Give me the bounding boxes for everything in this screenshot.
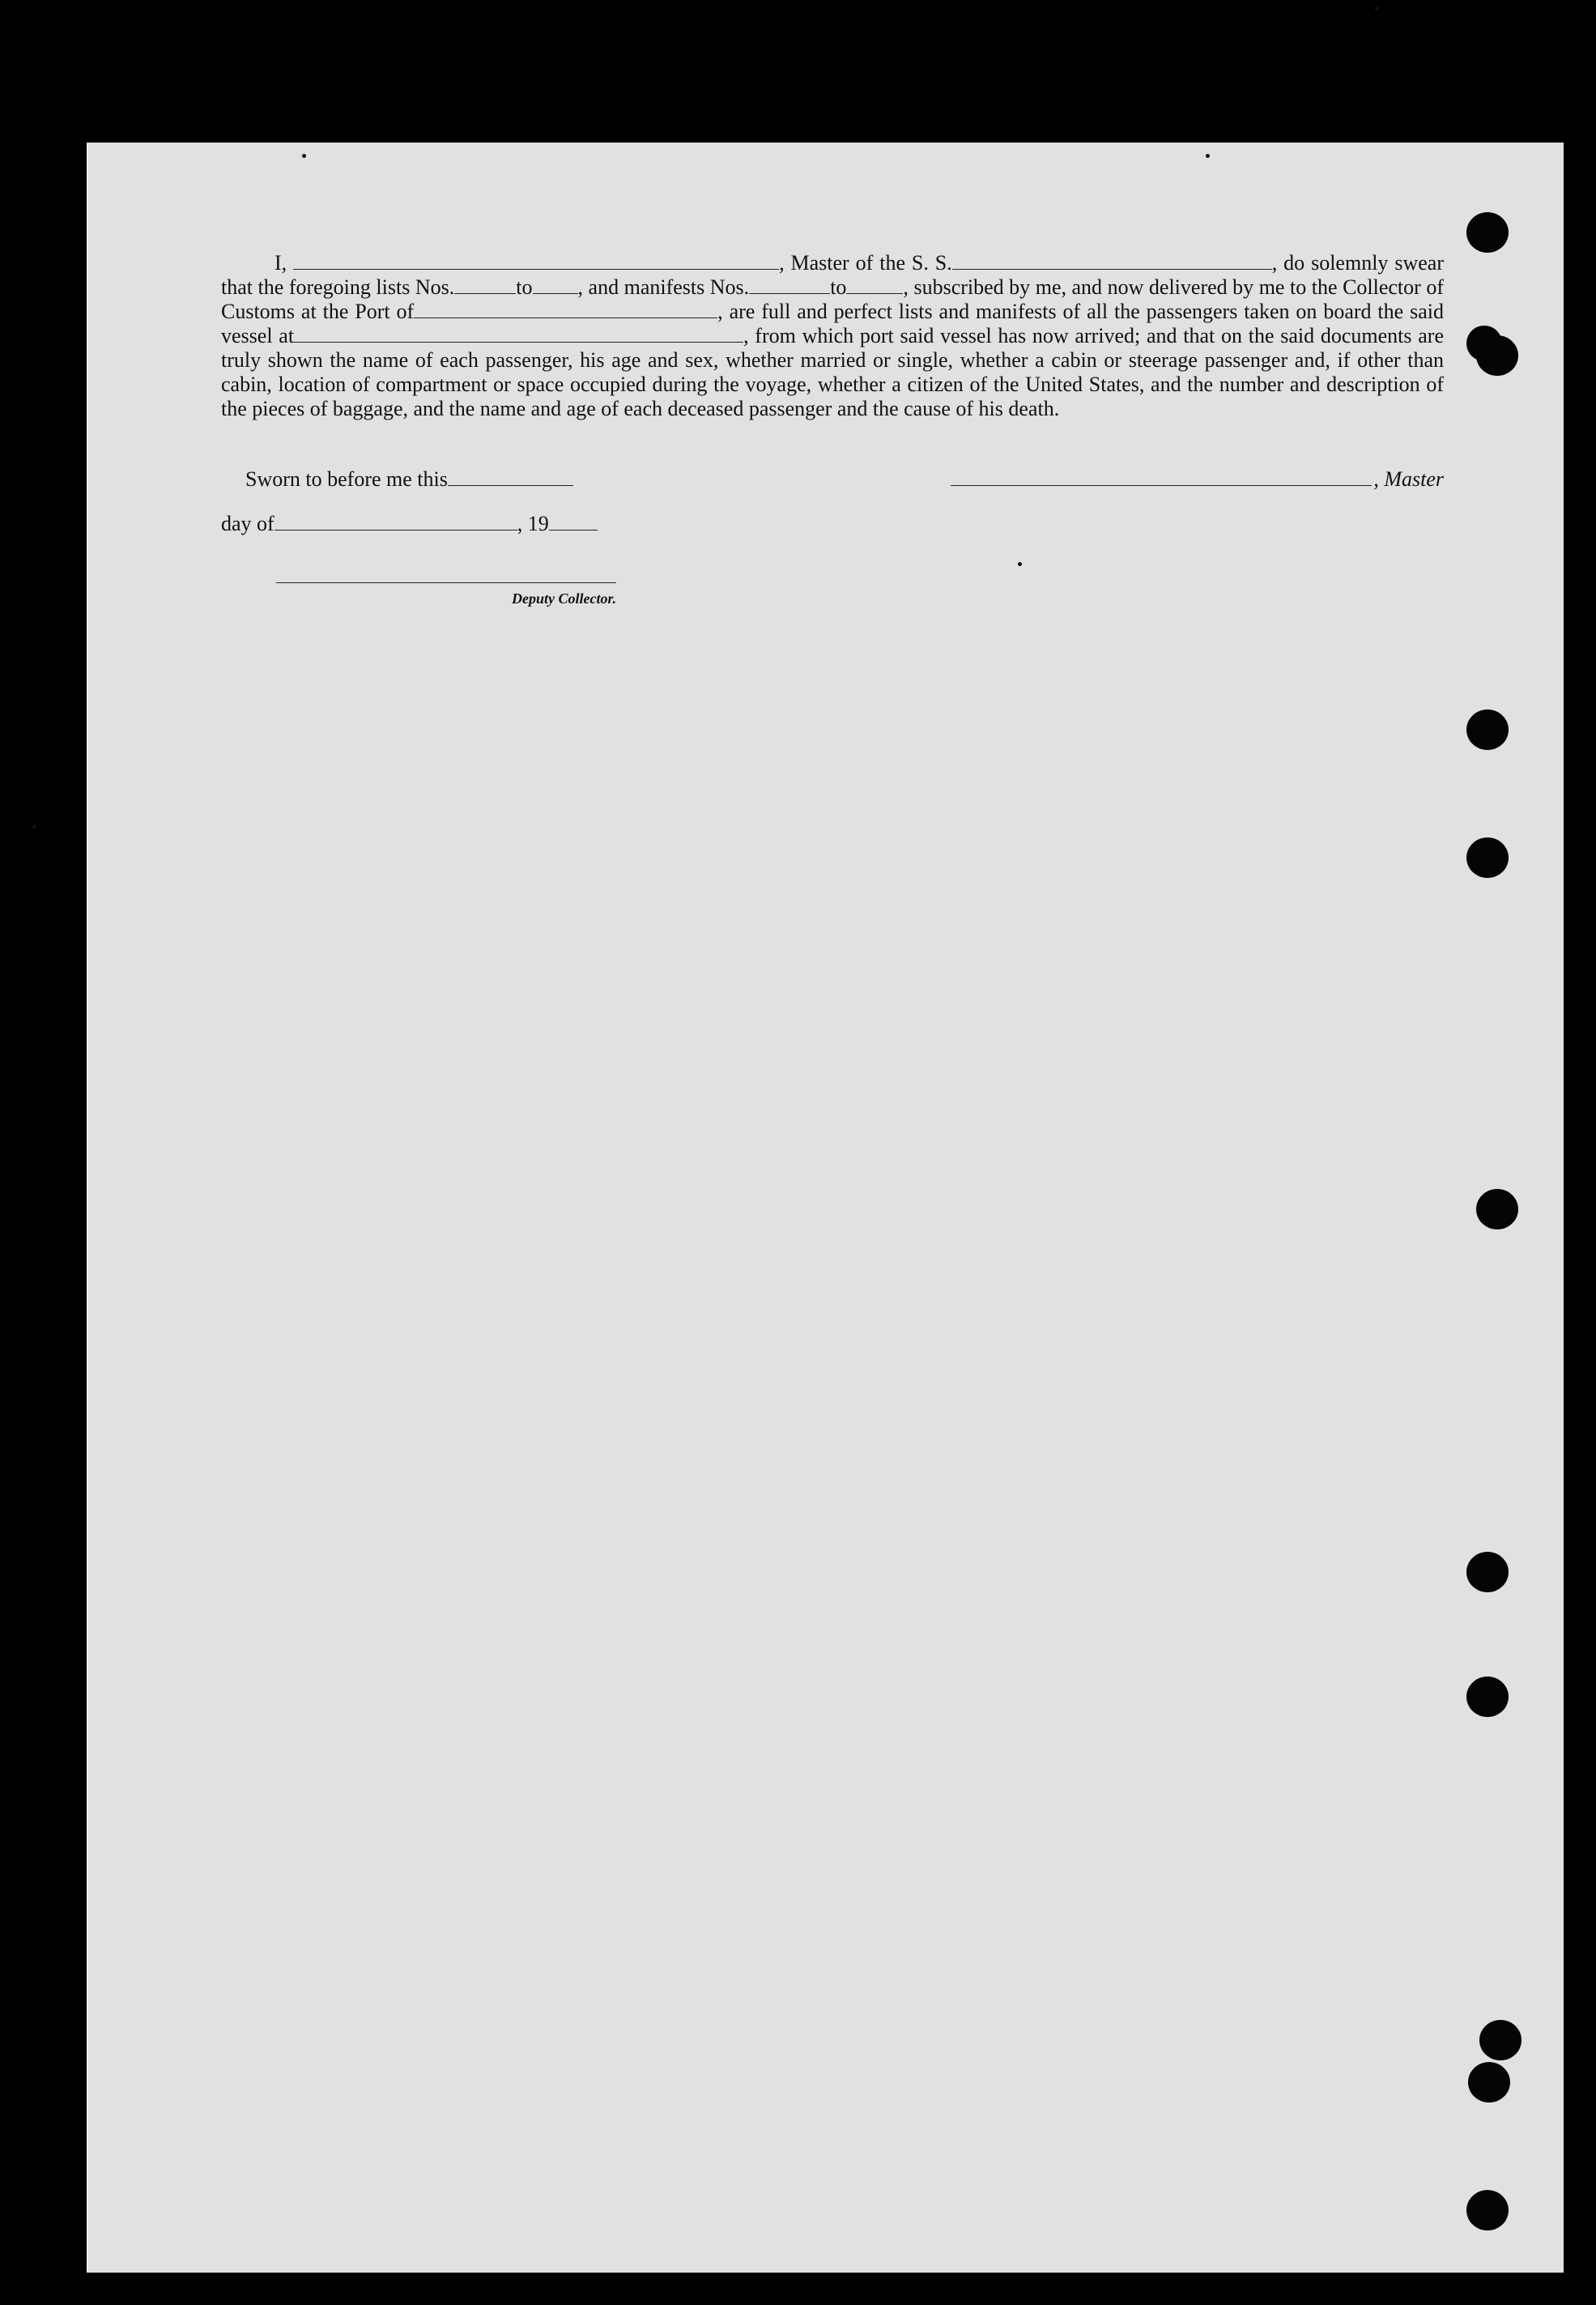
oath-and-manifests: , and manifests Nos. [577, 275, 750, 299]
manifests-to-blank [846, 279, 903, 294]
punch-hole [1476, 1189, 1518, 1229]
deputy-collector-signature-line [276, 582, 616, 583]
ship-name-blank [952, 254, 1272, 270]
punch-hole [1466, 2190, 1509, 2230]
oath-swear-lists: swear that the foregoing lists Nos. [221, 251, 1444, 299]
day-of-blank [275, 515, 517, 530]
punch-hole [1468, 2062, 1510, 2103]
speck [1375, 6, 1379, 11]
oath-i: I, [275, 251, 287, 275]
punch-hole [1479, 2020, 1522, 2060]
punch-hole [1466, 1677, 1509, 1717]
punch-hole [1466, 1552, 1509, 1592]
speck [32, 824, 36, 829]
punch-hole [1466, 326, 1502, 361]
oath-manifests-all: manifests of all the passengers taken on board the said vessel at [221, 300, 1444, 347]
deputy-collector-label: Deputy Collector. [512, 590, 616, 607]
year-blank [549, 515, 598, 530]
oath-to-2: to [830, 275, 847, 299]
oath-are-full: , are full and perfect lists and [717, 300, 970, 323]
document-page [87, 143, 1564, 2273]
speck [302, 154, 306, 158]
year-label: , 19 [517, 512, 549, 535]
oath-to-1: to [516, 275, 533, 299]
speck [1018, 562, 1022, 566]
master-signature-line [926, 467, 1444, 492]
manifests-from-blank [749, 279, 830, 294]
oath-subscribed: , subscribed by me, and now [903, 275, 1144, 299]
sworn-date-blank [448, 471, 573, 486]
speck [1206, 154, 1210, 158]
day-of-label: day of [221, 512, 275, 535]
oath-delivered: delivered by me to the Collector of Customs at the Port of [221, 275, 1445, 323]
master-signature-blank [951, 485, 1372, 486]
oath-paragraph [221, 251, 1444, 421]
sworn-line [245, 467, 573, 492]
port-blank [414, 303, 717, 318]
punch-hole [1466, 709, 1509, 750]
lists-from-blank [454, 279, 516, 294]
oath-body: port said vessel has now arrived; and that on the said documents are truly shown the name of each passenger, his age and sex, whether married or single, whether a cabin or steerage passenger and, if other than cabin, location of compartment or space occupied during the voyage, whether a citizen of the United States, and the number and description of the pieces of baggage, and the name and age of each deceased passenger and the cause of his death. [221, 324, 1444, 420]
master-name-blank [293, 254, 779, 270]
oath-do-solemnly: , do solemnly [1271, 251, 1389, 275]
oath-master-of-ss: , Master of the S. S. [779, 251, 952, 275]
punch-hole [1466, 837, 1509, 878]
oath-from-which: , from which [743, 324, 854, 347]
master-label: , Master [1373, 467, 1444, 491]
lists-to-blank [533, 279, 578, 294]
sworn-label: Sworn to before me this [245, 467, 448, 491]
day-of-line [221, 512, 598, 536]
vessel-at-blank [294, 327, 743, 343]
punch-hole [1466, 212, 1509, 253]
